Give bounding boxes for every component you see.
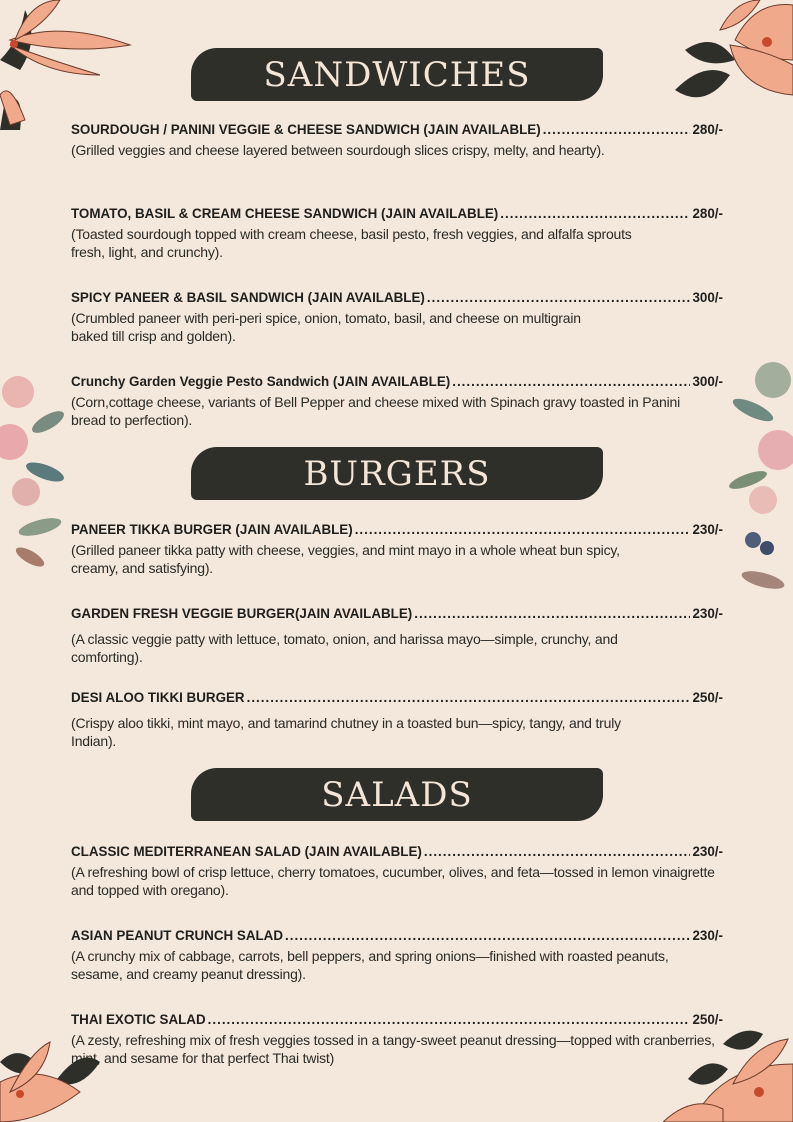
menu-item xyxy=(71,605,723,666)
top-left-flower-icon xyxy=(0,0,140,130)
item-price: 250/- xyxy=(692,690,723,705)
dot-leader xyxy=(414,605,690,622)
item-description: (A zesty, refreshing mix of fresh veggies tossed in a tangy-sweet peanut dressing—topped with cranberries, mint, and sesame for that perfect Thai twist) xyxy=(71,1032,715,1066)
item-name: TOMATO, BASIL & CREAM CHEESE SANDWICH (JAIN AVAILABLE) xyxy=(71,206,499,221)
item-name: Crunchy Garden Veggie Pesto Sandwich (JAIN AVAILABLE) xyxy=(71,374,451,389)
item-description: (Crispy aloo tikki, mint mayo, and tamarind chutney in a toasted bun—spicy, tangy, and truly Indian). xyxy=(71,715,621,749)
item-price: 230/- xyxy=(692,928,723,943)
menu-item xyxy=(71,373,723,429)
item-price: 280/- xyxy=(692,122,723,137)
item-name: GARDEN FRESH VEGGIE BURGER(JAIN AVAILABLE) xyxy=(71,606,413,621)
item-name: CLASSIC MEDITERRANEAN SALAD (JAIN AVAILABLE) xyxy=(71,844,422,859)
menu-item xyxy=(71,689,723,750)
item-description: (A classic veggie patty with lettuce, tomato, onion, and harissa mayo—simple, crunchy, and comforting). xyxy=(71,631,618,665)
section-title-banner xyxy=(191,768,603,821)
item-description: (Crumbled paneer with peri-peri spice, onion, tomato, basil, and cheese on multigrain baked till crisp and golden). xyxy=(71,310,581,344)
item-description: (Grilled paneer tikka patty with cheese, veggies, and mint mayo in a whole wheat bun spicy, creamy, and satisfying). xyxy=(71,542,620,576)
item-price: 250/- xyxy=(692,1012,723,1027)
dot-leader xyxy=(452,373,690,390)
item-price: 230/- xyxy=(692,844,723,859)
dot-leader xyxy=(247,689,691,706)
item-price: 230/- xyxy=(692,606,723,621)
section-title: SANDWICHES xyxy=(263,54,531,95)
section-title: BURGERS xyxy=(303,453,491,494)
left-watercolor-floral-icon xyxy=(0,352,72,572)
menu-item xyxy=(71,205,723,261)
item-name: ASIAN PEANUT CRUNCH SALAD xyxy=(71,928,284,943)
item-name: THAI EXOTIC SALAD xyxy=(71,1012,206,1027)
menu-item xyxy=(71,843,723,899)
item-description: (Grilled veggies and cheese layered between sourdough slices crispy, melty, and hearty). xyxy=(71,142,605,158)
item-price: 300/- xyxy=(692,374,723,389)
dot-leader xyxy=(427,289,691,306)
item-name: PANEER TIKKA BURGER (JAIN AVAILABLE) xyxy=(71,522,353,537)
item-name: SOURDOUGH / PANINI VEGGIE & CHEESE SANDWICH (JAIN AVAILABLE) xyxy=(71,122,541,137)
item-price: 300/- xyxy=(692,290,723,305)
item-description: (A crunchy mix of cabbage, carrots, bell peppers, and spring onions—finished with roasted peanuts, sesame, and creamy peanut dressing). xyxy=(71,948,669,982)
item-description: (A refreshing bowl of crisp lettuce, cherry tomatoes, cucumber, olives, and feta—tossed in lemon vinaigrette and topped with oregano). xyxy=(71,864,715,898)
item-price: 230/- xyxy=(692,522,723,537)
right-watercolor-floral-icon xyxy=(723,340,793,600)
top-right-flower-icon xyxy=(675,0,793,120)
item-name: DESI ALOO TIKKI BURGER xyxy=(71,690,245,705)
menu-item xyxy=(71,521,723,577)
menu-item xyxy=(71,121,723,159)
dot-leader xyxy=(208,1011,691,1028)
dot-leader xyxy=(543,121,691,138)
section-title: SALADS xyxy=(321,774,473,815)
dot-leader xyxy=(355,521,691,538)
menu-item xyxy=(71,1011,723,1067)
menu-item xyxy=(71,289,723,345)
dot-leader xyxy=(285,927,690,944)
dot-leader xyxy=(500,205,690,222)
section-title-banner xyxy=(191,447,603,500)
item-description: (Corn,cottage cheese, variants of Bell Pepper and cheese mixed with Spinach gravy toasted in Panini bread to perfection). xyxy=(71,394,681,428)
item-price: 280/- xyxy=(692,206,723,221)
item-description: (Toasted sourdough topped with cream cheese, basil pesto, fresh veggies, and alfalfa sprouts fresh, light, and crunchy). xyxy=(71,226,632,260)
section-title-banner xyxy=(191,48,603,101)
dot-leader xyxy=(424,843,691,860)
item-name: SPICY PANEER & BASIL SANDWICH (JAIN AVAILABLE) xyxy=(71,290,425,305)
menu-item xyxy=(71,927,723,983)
